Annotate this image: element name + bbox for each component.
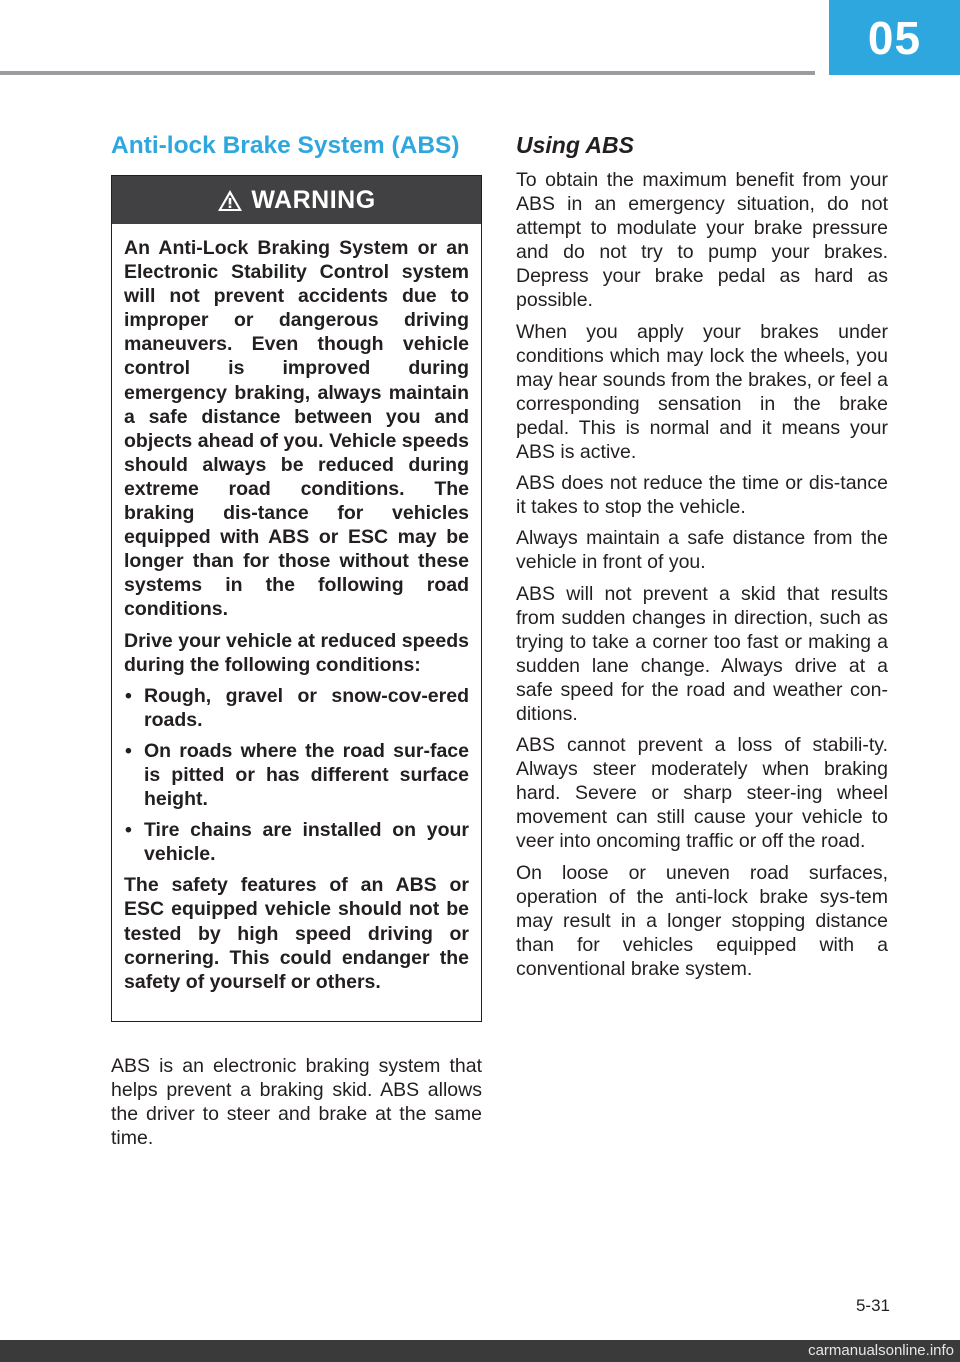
chapter-tab: 05 bbox=[829, 0, 960, 75]
section-title: Anti-lock Brake System (ABS) bbox=[111, 132, 460, 159]
warning-paragraph: An Anti-Lock Braking System or an Electronic Stability Control system will not prevent accidents due to improper or dangerous driving maneuvers. Even though vehicle control is improved during emergency braking, always maintain a safe distance between you and objects ahead of you. Vehicle speeds should always be reduced during extreme road conditions. The braking dis-tance for vehicles equipped with ABS or ESC may be longer than for those without these systems in the following road conditions. bbox=[124, 237, 469, 621]
warning-title: WARNING bbox=[251, 185, 376, 214]
watermark-link[interactable]: carmanualsonline.info bbox=[808, 1342, 954, 1359]
body-paragraph: When you apply your brakes under conditions which may lock the wheels, you may hear sounds from the brakes, or feel a corresponding sensation in the brake pedal. This is normal and it means your ABS is active. bbox=[516, 320, 888, 464]
body-paragraph: ABS cannot prevent a loss of stabili-ty. Always steer moderately when braking hard. Severe or sharp steer-ing wheel movement can still cause your vehicle to veer into oncoming traffic or off the road. bbox=[516, 734, 888, 853]
warning-box bbox=[111, 175, 482, 1022]
subsection-title: Using ABS bbox=[516, 132, 634, 158]
body-paragraph: Always maintain a safe distance from the vehicle in front of you. bbox=[516, 527, 888, 574]
body-paragraph: On loose or uneven road surfaces, operation of the anti-lock brake sys-tem may result in a longer stopping distance than for vehicles equipped with a conventional brake system. bbox=[516, 861, 888, 980]
header-rule bbox=[0, 71, 815, 75]
warning-closing: The safety features of an ABS or ESC equipped vehicle should not be tested by high speed driving or cornering. This could endanger the safety of yourself or others. bbox=[124, 874, 469, 993]
right-column bbox=[516, 128, 888, 988]
list-item: • On roads where the road sur-face is pitted or has different surface height. bbox=[124, 739, 469, 811]
left-column bbox=[111, 128, 482, 1157]
body-paragraph: ABS will not prevent a skid that results from sudden changes in direction, such as trying to take a corner too fast or making a sudden lane change. Always drive at a safe speed for the road and weather con-ditions. bbox=[516, 582, 888, 725]
abs-description: ABS is an electronic braking system that helps prevent a braking skid. ABS allows the driver to steer and brake at the same time. bbox=[111, 1054, 482, 1150]
body-paragraph: ABS does not reduce the time or dis-tance it takes to stop the vehicle. bbox=[516, 472, 888, 519]
warning-body bbox=[112, 224, 481, 1021]
warning-header bbox=[112, 176, 481, 224]
page-number: 5-31 bbox=[855, 1296, 890, 1315]
warning-conditions-list bbox=[124, 684, 469, 867]
list-item: • Rough, gravel or snow-cov-ered roads. bbox=[124, 684, 469, 732]
warning-triangle-icon bbox=[217, 189, 243, 212]
list-item: • Tire chains are installed on your vehicle. bbox=[124, 818, 469, 866]
body-paragraph: To obtain the maximum benefit from your ABS in an emergency situation, do not attempt to modulate your brake pressure and do not try to pump your brakes. Depress your brake pedal as hard as possible. bbox=[516, 169, 888, 312]
warning-paragraph: Drive your vehicle at reduced speeds during the following conditions: bbox=[124, 629, 469, 676]
